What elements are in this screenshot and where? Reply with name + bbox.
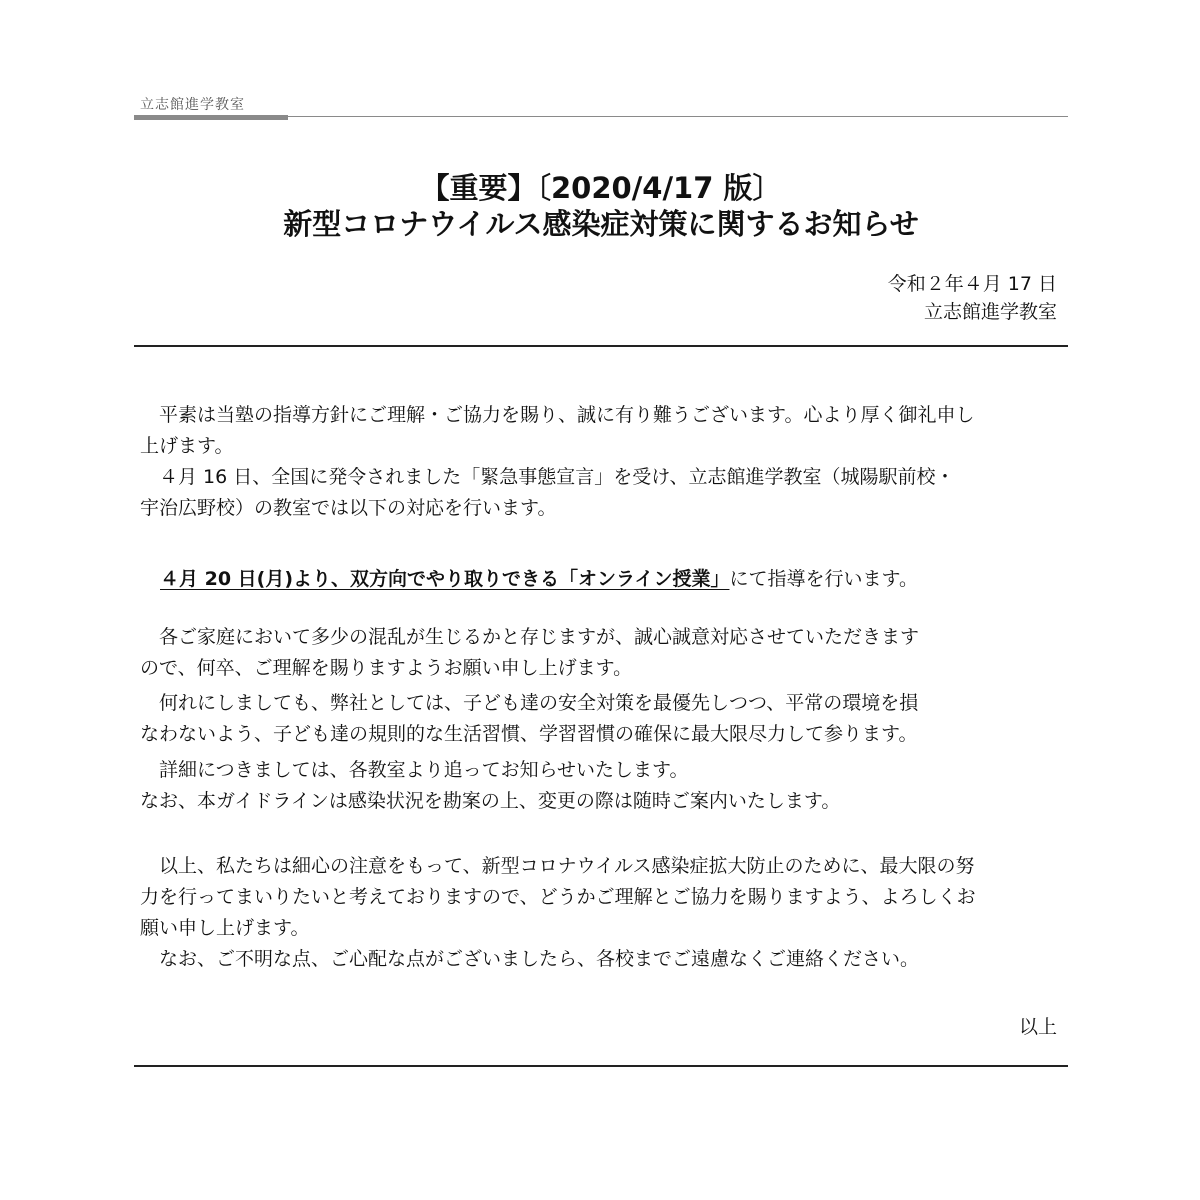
paragraph-7-line-2: 力を行ってまいりたいと考えておりますので、どうかご理解とご協力を賜りますよう、よろしくお: [140, 886, 976, 908]
closing-remark: 以上: [1018, 1016, 1057, 1038]
paragraph-1-line-1: 平素は当塾の指導方針にご理解・ご協力を賜り、誠に有り難うございます。心より厚く御礼申し: [140, 404, 975, 426]
document-title-line-2: 新型コロナウイルス感染症対策に関するお知らせ: [283, 207, 919, 241]
issue-date: 令和２年４月 17 日: [887, 273, 1057, 295]
paragraph-6-line-1: なお、本ガイドラインは感染状況を勘案の上、変更の際は随時ご案内いたします。: [140, 790, 841, 812]
paragraph-4-line-2: なわないよう、子ども達の規則的な生活習慣、学習習慣の確保に最大限尽力して参ります。: [140, 723, 918, 745]
paragraph-5-line-1: 詳細につきましては、各教室より追ってお知らせいたします。: [140, 759, 689, 781]
paragraph-2-line-1: ４月 16 日、全国に発令されました「緊急事態宣言」を受け、立志館進学教室（城陽駅前校・: [140, 466, 955, 488]
paragraph-1-line-2: 上げます。: [140, 435, 234, 457]
paragraph-7-line-1: 以上、私たちは細心の注意をもって、新型コロナウイルス感染症拡大防止のために、最大限の努: [140, 855, 975, 877]
highlight-notice: [160, 564, 1060, 595]
header-divider-accent: [134, 115, 288, 120]
issuer-name: 立志館進学教室: [923, 301, 1057, 323]
header-organization-label: 立志館進学教室: [140, 97, 245, 113]
highlight-notice-rest: にて指導を行います。: [729, 568, 918, 590]
paragraph-3-line-2: ので、何卒、ご理解を賜りますようお願い申し上げます。: [140, 657, 633, 679]
paragraph-4-line-1: 何れにしましても、弊社としては、子ども達の安全対策を最優先しつつ、平常の環境を損: [140, 692, 919, 714]
paragraph-2-line-2: 宇治広野校）の教室では以下の対応を行います。: [140, 497, 557, 519]
highlight-notice-bold: ４月 20 日(月)より、双方向でやり取りできる「オンライン授業」: [160, 568, 730, 590]
paragraph-8-line-1: なお、ご不明な点、ご心配な点がございましたら、各校までご遠慮なくご連絡ください。: [140, 948, 920, 970]
paragraph-7-line-3: 願い申し上げます。: [140, 917, 310, 939]
paragraph-3-line-1: 各ご家庭において多少の混乱が生じるかと存じますが、誠心誠意対応させていただきます: [140, 626, 920, 648]
document-title-line-1: 【重要】〔2020/4/17 版〕: [420, 171, 782, 205]
bottom-divider: [134, 1065, 1068, 1067]
top-divider: [134, 345, 1068, 347]
